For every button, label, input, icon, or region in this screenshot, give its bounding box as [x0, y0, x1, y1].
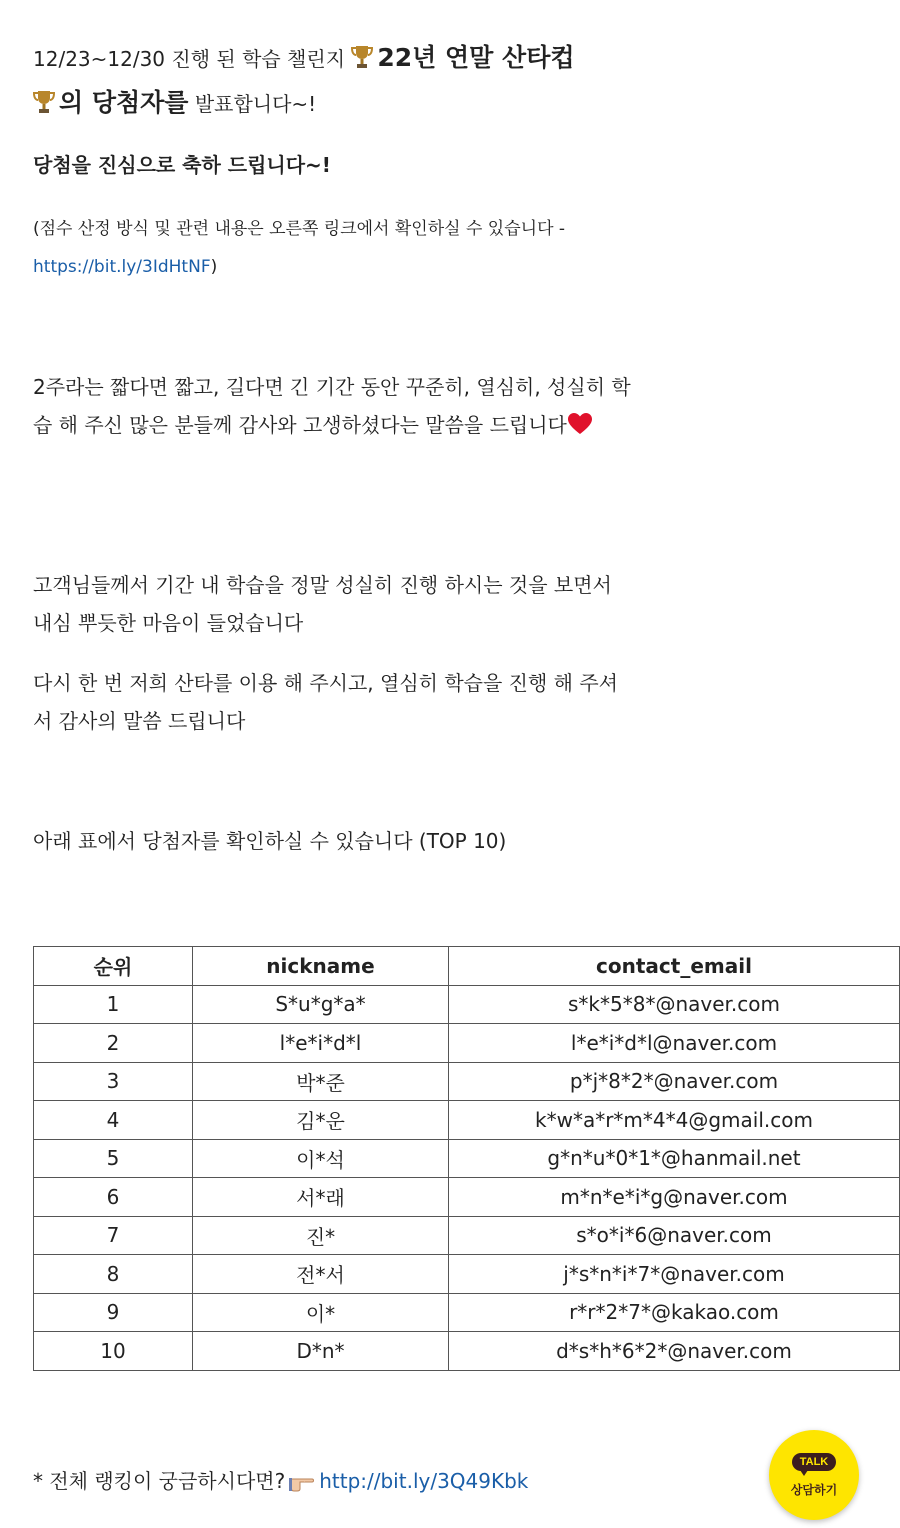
congrats-text: 당첨을 진심으로 축하 드립니다~!: [33, 153, 331, 177]
ranking-question: * 전체 랭킹이 궁금하시다면?: [33, 1469, 286, 1493]
rank-cell: 5: [34, 1139, 193, 1178]
email-cell: p*j*8*2*@naver.com: [449, 1062, 900, 1101]
rank-cell: 1: [34, 985, 193, 1024]
email-cell: g*n*u*0*1*@hanmail.net: [449, 1139, 900, 1178]
trophy-icon: [33, 89, 55, 115]
rank-cell: 2: [34, 1024, 193, 1063]
proud-paragraph: 고객님들께서 기간 내 학습을 정말 성실히 진행 하시는 것을 보면서 내심 뿌듯한 마음이 들었습니다: [33, 573, 612, 635]
nickname-cell: 서*래: [193, 1178, 449, 1217]
table-row: [34, 1024, 900, 1063]
email-cell: r*r*2*7*@kakao.com: [449, 1293, 900, 1332]
nickname-cell: 전*서: [193, 1255, 449, 1294]
email-cell: k*w*a*r*m*4*4@gmail.com: [449, 1101, 900, 1140]
email-cell: l*e*i*d*l@naver.com: [449, 1024, 900, 1063]
rank-cell: 9: [34, 1293, 193, 1332]
table-row: [34, 1178, 900, 1217]
table-row: [34, 985, 900, 1024]
trophy-icon: [351, 44, 373, 70]
email-cell: s*k*5*8*@naver.com: [449, 985, 900, 1024]
table-row: [34, 1332, 900, 1371]
nickname-cell: S*u*g*a*: [193, 985, 449, 1024]
talk-button-label: 상담하기: [790, 1482, 838, 1497]
ranking-footer: [33, 1462, 528, 1500]
scoring-note-close: ): [210, 257, 218, 277]
email-cell: m*n*e*i*g@naver.com: [449, 1178, 900, 1217]
nickname-cell: D*n*: [193, 1332, 449, 1371]
thanks-text: 2주라는 짧다면 짧고, 길다면 긴 기간 동안 꾸준히, 열심히, 성실히 학습 해 주신 많은 분들께 감사와 고생하셨다는 말씀을 드립니다: [33, 375, 631, 437]
nickname-cell: 김*운: [193, 1101, 449, 1140]
table-row: [34, 1062, 900, 1101]
header-nickname: nickname: [193, 947, 449, 986]
nickname-cell: 이*석: [193, 1139, 449, 1178]
rank-cell: 10: [34, 1332, 193, 1371]
rank-cell: 8: [34, 1255, 193, 1294]
rank-cell: 6: [34, 1178, 193, 1217]
pointing-hand-icon: [289, 1470, 315, 1492]
nickname-cell: 박*준: [193, 1062, 449, 1101]
nickname-cell: 이*: [193, 1293, 449, 1332]
table-row: [34, 1255, 900, 1294]
gratitude-paragraph: 다시 한 번 저희 산타를 이용 해 주시고, 열심히 학습을 진행 해 주셔서 감사의 말씀 드립니다: [33, 671, 618, 733]
rank-cell: 7: [34, 1216, 193, 1255]
heart-icon: [567, 412, 593, 436]
talk-chat-bubble-icon: TALK: [792, 1453, 837, 1471]
nickname-cell: l*e*i*d*l: [193, 1024, 449, 1063]
table-row: [34, 1216, 900, 1255]
rank-cell: 4: [34, 1101, 193, 1140]
ranking-link[interactable]: http://bit.ly/3Q49Kbk: [319, 1469, 529, 1493]
header-rank: 순위: [34, 947, 193, 986]
event-name: 22년 연말 산타컵: [377, 43, 575, 72]
intro-paragraph: [33, 36, 633, 126]
table-intro: 아래 표에서 당첨자를 확인하실 수 있습니다 (TOP 10): [33, 829, 507, 853]
table-row: [34, 1101, 900, 1140]
email-cell: d*s*h*6*2*@naver.com: [449, 1332, 900, 1371]
kakao-talk-consult-button[interactable]: [769, 1430, 859, 1520]
email-cell: j*s*n*i*7*@naver.com: [449, 1255, 900, 1294]
table-row: [34, 1293, 900, 1332]
nickname-cell: 진*: [193, 1216, 449, 1255]
intro-prefix: 12/23~12/30 진행 된 학습 챌린지: [33, 47, 352, 71]
rank-cell: 3: [34, 1062, 193, 1101]
table-header-row: [34, 947, 900, 986]
scoring-note-text: (점수 산정 방식 및 관련 내용은 오른쪽 링크에서 확인하실 수 있습니다 -: [33, 219, 566, 239]
thanks-paragraph: [33, 368, 633, 444]
scoring-note: [33, 210, 633, 286]
header-email: contact_email: [449, 947, 900, 986]
winners-table: [33, 946, 900, 1371]
winners-heading: 의 당첨자를: [59, 88, 189, 117]
table-row: [34, 1139, 900, 1178]
email-cell: s*o*i*6@naver.com: [449, 1216, 900, 1255]
scoring-link[interactable]: https://bit.ly/3IdHtNF: [33, 257, 211, 277]
announce-suffix: 발표합니다~!: [188, 92, 317, 116]
